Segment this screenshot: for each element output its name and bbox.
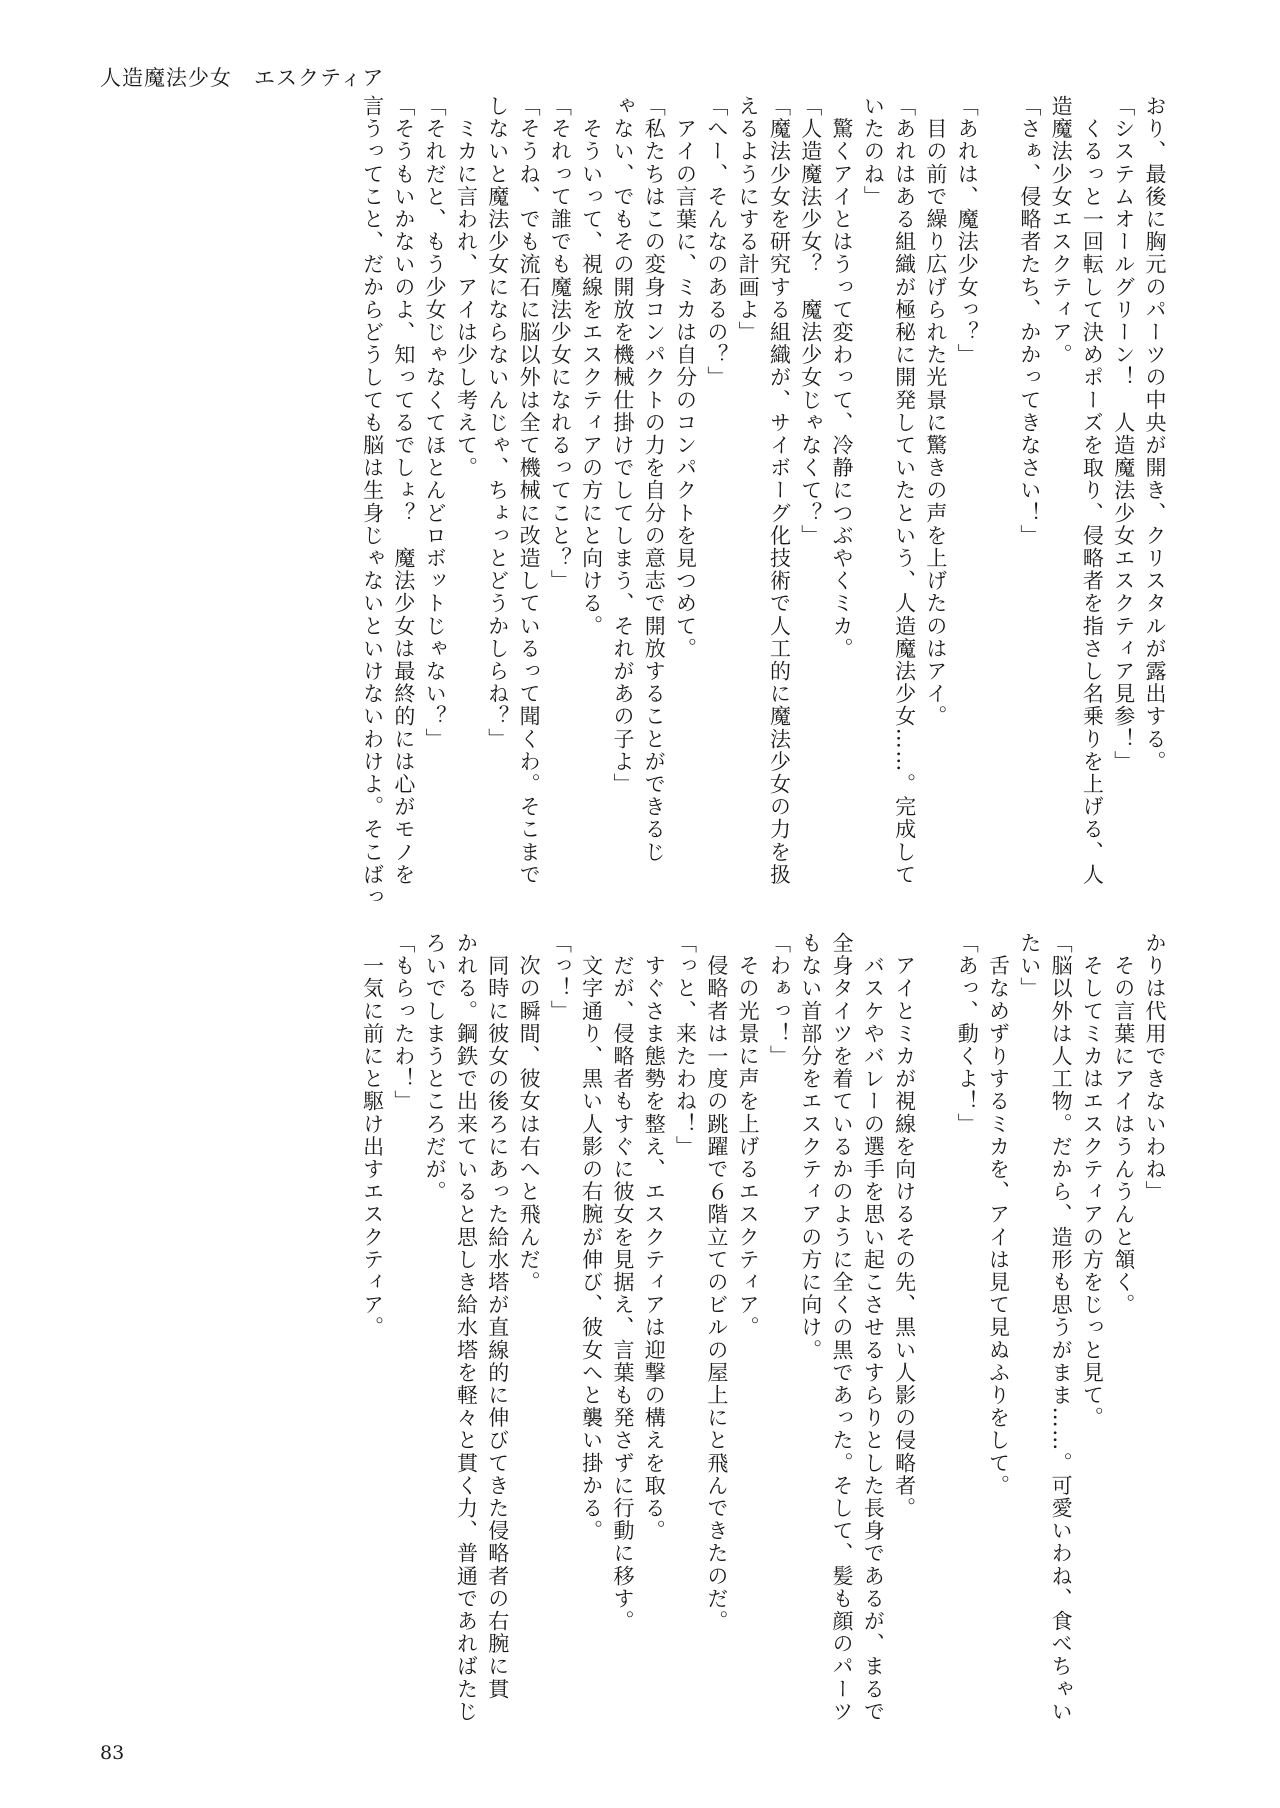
text-column: 「さぁ、侵略者たち、かかってきなさい！」	[1017, 95, 1042, 547]
text-column: 文字通り、黒い人影の右腕が伸び、彼女へと襲い掛かる。	[579, 932, 604, 1543]
text-column: その言葉にアイはうんうんと頷く。	[1111, 932, 1136, 1317]
text-column: 「あれは、魔法少女っ？」	[955, 95, 980, 367]
text-column: 「魔法少女を研究する組織が、サイボーグ化技術で人工的に魔法少女の力を扱	[767, 95, 792, 886]
text-column: 「脳以外は人工物。だから、造形も思うがまま……。可愛いわね、食べちゃい	[1049, 932, 1074, 1723]
text-column: 「そうもいかないのよ、知ってるでしょ？ 魔法少女は最終的には心がモノを	[391, 95, 416, 886]
text-column: 舌なめずりするミカを、アイは見て見ぬふりをして。	[986, 932, 1011, 1497]
text-column: ミカに言われ、アイは少し考えて。	[454, 95, 479, 480]
text-column: しないと魔法少女にならないんじゃ、ちょっとどうかしらね？」	[485, 95, 510, 751]
blank-column	[920, 932, 951, 1727]
text-column: かれる。鋼鉄で出来ていると思しき給水塔を軽々と貫く力、普通であればたじ	[454, 932, 479, 1723]
text-column: 「あっ、動くよ！」	[955, 932, 980, 1136]
text-block-bottom	[95, 932, 1170, 1727]
text-column: 「システムオールグリーン！ 人造魔法少女エスクティア見参！」	[1111, 95, 1136, 773]
text-column: 「わぁっ！」	[767, 932, 792, 1068]
text-column: ゃない、でもその開放を機械仕掛けでしてしまう、それがあの子よ」	[610, 95, 635, 796]
text-column: 「私たちはこの変身コンパクトの力を自分の意志で開放することができるじ	[642, 95, 667, 864]
text-column: 造魔法少女エスクティア。	[1049, 95, 1074, 367]
text-column: 驚くアイとはうって変わって、冷静につぶやくミカ。	[830, 95, 855, 660]
text-column: 「あれはある組織が極秘に開発していたという、人造魔法少女……。完成して	[892, 95, 917, 886]
text-column: だが、侵略者もすぐに彼女を見据え、言葉も発さずに行動に移す。	[610, 932, 635, 1633]
text-column: アイとミカが視線を向けるその先、黒い人影の侵略者。	[892, 932, 917, 1520]
text-column: そういって、視線をエスクティアの方にと向ける。	[579, 95, 604, 638]
text-column: おり、最後に胸元のパーツの中央が開き、クリスタルが露出する。	[1143, 95, 1167, 773]
text-column: 「っ！」	[548, 932, 573, 1023]
text-column: えるようにする計画よ」	[736, 95, 761, 344]
text-column: 侵略者は一度の跳躍で６階立てのビルの屋上にと飛んできたのだ。	[704, 932, 729, 1633]
text-column: アイの言葉に、ミカは自分のコンパクトを見つめて。	[673, 95, 698, 660]
text-column: 全身タイツを着ているかのように全くの黒であった。そして、髪も顔のパーツ	[830, 932, 855, 1723]
text-column: 次の瞬間、彼女は右へと飛んだ。	[517, 932, 542, 1294]
text-column: そしてミカはエスクティアの方をじっと見て。	[1080, 932, 1105, 1430]
text-column: 「そうね、でも流石に脳以外は全て機械に改造しているって聞くわ。そこまで	[517, 95, 542, 886]
text-column: もない首部分をエスクティアの方に向け。	[798, 932, 823, 1362]
text-column: 「もらったわ！」	[391, 932, 416, 1113]
text-column: 目の前で繰り広げられた光景に驚きの声を上げたのはアイ。	[923, 95, 948, 728]
text-column: いたのね」	[861, 95, 886, 208]
text-column: 「人造魔法少女？ 魔法少女じゃなくて？」	[798, 95, 823, 547]
text-column: バスケやバレーの選手を思い起こさせるすらりとした長身であるが、まるで	[861, 932, 886, 1723]
text-column: くるっと一回転して決めポーズを取り、侵略者を指さし名乗りを上げる、人	[1080, 95, 1105, 886]
running-head: 人造魔法少女 エスクティア	[100, 66, 385, 90]
blank-column	[982, 95, 1013, 890]
text-column: 言うってこと、だからどうしても脳は生身じゃないといけないわけよ。そこばっ	[360, 95, 385, 909]
text-column: かりは代用できないわね」	[1143, 932, 1167, 1204]
text-column: 一気に前にと駆け出すエスクティア。	[360, 932, 385, 1339]
page-number: 83	[100, 1742, 125, 1764]
text-column: 「っと、来たわね！」	[673, 932, 698, 1158]
text-column: たい」	[1017, 932, 1042, 1000]
text-column: 「それって誰でも魔法少女になれるってこと？」	[548, 95, 573, 593]
text-column: すぐさま態勢を整え、エスクティアは迎撃の構えを取る。	[642, 932, 667, 1543]
text-column: 「へー、そんなのあるの？」	[704, 95, 729, 389]
text-column: 同時に彼女の後ろにあった給水塔が直線的に伸びてきた侵略者の右腕に貫	[485, 932, 510, 1701]
text-column: ろいでしまうところだが。	[423, 932, 448, 1204]
text-column: 「それだと、もう少女じゃなくてほとんどロボットじゃない？」	[423, 95, 448, 751]
text-column: その光景に声を上げるエスクティア。	[736, 932, 761, 1339]
text-block-top	[95, 95, 1170, 909]
